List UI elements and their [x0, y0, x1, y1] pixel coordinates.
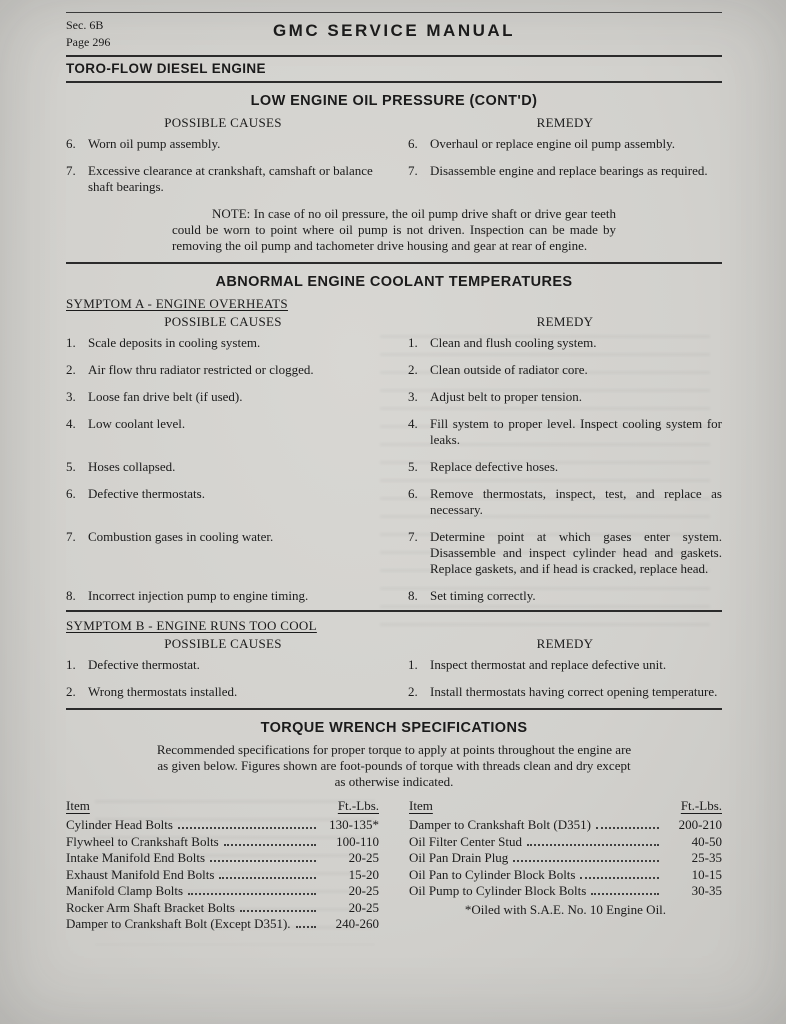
- torque-item-label: Exhaust Manifold End Bolts: [66, 866, 215, 882]
- page-number-label: Page 296: [66, 35, 111, 49]
- cause-text: Scale deposits in cooling system.: [88, 335, 261, 350]
- torque-value: 100-110: [336, 833, 379, 849]
- cause-cell: [66, 529, 380, 577]
- cause-number: 4.: [66, 416, 76, 431]
- cause-cell: [66, 416, 380, 448]
- cause-text: Worn oil pump assembly.: [88, 136, 221, 151]
- item-header: Item: [66, 798, 90, 813]
- torque-value: 25-35: [691, 850, 722, 865]
- remedy-number: 3.: [408, 389, 418, 404]
- torque-row: [66, 834, 379, 851]
- dot-leader: [210, 860, 316, 862]
- cause-number: 7.: [66, 163, 76, 178]
- cause-cell: [66, 588, 380, 604]
- cause-text: Low coolant level.: [88, 416, 186, 431]
- ftlbs-header: Ft.-Lbs.: [337, 798, 379, 813]
- dot-leader: [580, 877, 659, 879]
- torque-row: [409, 850, 722, 867]
- cause-cell: [66, 684, 380, 700]
- dot-leader: [240, 910, 316, 912]
- remedy-text: Install thermostats having correct opening temperature.: [430, 684, 718, 699]
- torque-row: [409, 883, 722, 900]
- cause-number: 3.: [66, 389, 76, 404]
- torque-intro: Recommended specifications for proper torque to apply at points throughout the engine are as given below. Figures shown are foot-pounds of torque with threads clean and dry except as otherwise indicated.: [156, 742, 632, 789]
- remedy-header: REMEDY: [536, 314, 594, 329]
- remedy-cell: [408, 529, 722, 577]
- torque-row: [66, 817, 379, 834]
- cause-text: Hoses collapsed.: [88, 459, 176, 474]
- cause-remedy-row: [66, 459, 722, 475]
- cause-text: Air flow thru radiator restricted or clogged.: [88, 362, 314, 377]
- remedy-number: 8.: [408, 588, 418, 603]
- torque-value: 20-25: [348, 850, 379, 865]
- cause-remedy-row: [66, 389, 722, 405]
- ftlbs-header: Ft.-Lbs.: [680, 798, 722, 813]
- torque-value: 130-135*: [329, 817, 379, 832]
- section-torque-specs: [66, 720, 722, 933]
- torque-row: [66, 883, 379, 900]
- dot-leader: [513, 860, 659, 862]
- section-label: Sec. 6B: [66, 18, 104, 32]
- torque-item-label: Intake Manifold End Bolts: [66, 850, 206, 865]
- cause-cell: [66, 362, 380, 378]
- cause-cell: [66, 389, 380, 405]
- engine-title: TORO-FLOW DIESEL ENGINE: [66, 61, 266, 76]
- remedy-text: Inspect thermostat and replace defective unit.: [430, 657, 667, 672]
- cause-remedy-row: [66, 163, 722, 195]
- torque-table-left: [66, 798, 379, 933]
- remedy-number: 2.: [408, 684, 418, 699]
- remedy-text: Replace defective hoses.: [430, 459, 559, 474]
- cause-text: Incorrect injection pump to engine timing.: [88, 588, 309, 603]
- torque-item-label: Oil Pan Drain Plug: [409, 850, 509, 865]
- item-header: Item: [409, 798, 433, 813]
- remedy-text: Set timing correctly.: [430, 588, 536, 603]
- cause-remedy-row: [66, 416, 722, 448]
- torque-footnote: *Oiled with S.A.E. No. 10 Engine Oil.: [464, 901, 667, 917]
- torque-row: [409, 834, 722, 851]
- torque-row: [66, 850, 379, 867]
- torque-table-right-header: [409, 798, 722, 814]
- remedy-cell: [408, 163, 722, 195]
- cause-number: 1.: [66, 335, 76, 350]
- remedy-text: Clean outside of radiator core.: [430, 362, 588, 377]
- torque-table-left-header: [66, 798, 379, 814]
- remedy-number: 7.: [408, 163, 418, 178]
- dot-leader: [178, 827, 316, 829]
- symptom-b-heading: SYMPTOM B - ENGINE RUNS TOO COOL: [66, 618, 317, 633]
- remedy-cell: [408, 416, 722, 448]
- remedy-text: Overhaul or replace engine oil pump assembly.: [430, 136, 675, 151]
- torque-item-label: Damper to Crankshaft Bolt (Except D351).: [66, 916, 291, 931]
- remedy-number: 4.: [408, 416, 418, 431]
- dot-leader: [219, 877, 316, 879]
- torque-table-right: [409, 798, 722, 933]
- remedy-text: Disassemble engine and replace bearings as required.: [430, 163, 708, 178]
- cause-remedy-row: [66, 529, 722, 577]
- oil-pressure-title: LOW ENGINE OIL PRESSURE (CONT'D): [250, 93, 538, 109]
- header-rule: [66, 55, 722, 57]
- cause-remedy-row: [66, 588, 722, 604]
- symptom-a-column-headers: [66, 314, 722, 330]
- torque-item-label: Cylinder Head Bolts: [66, 817, 173, 832]
- torque-value: 240-260: [335, 916, 379, 931]
- remedy-text: Remove thermostats, inspect, test, and replace as necessary.: [430, 486, 722, 517]
- cause-number: 2.: [66, 684, 76, 699]
- cause-text: Wrong thermostats installed.: [88, 684, 238, 699]
- torque-value: 200-210: [678, 817, 722, 832]
- cause-remedy-row: [66, 136, 722, 152]
- dot-leader: [527, 844, 659, 846]
- remedy-cell: [408, 389, 722, 405]
- torque-item-label: Flywheel to Crankshaft Bolts: [66, 833, 219, 849]
- remedy-cell: [408, 362, 722, 378]
- torque-row: [409, 867, 722, 884]
- dot-leader: [596, 827, 659, 829]
- page-header: [66, 17, 722, 55]
- torque-value: 15-20: [348, 866, 379, 882]
- remedy-text: Adjust belt to proper tension.: [430, 389, 583, 404]
- remedy-number: 2.: [408, 362, 418, 377]
- dot-leader: [224, 844, 316, 846]
- torque-item-label: Oil Pump to Cylinder Block Bolts: [409, 883, 587, 898]
- torque-row: [66, 916, 379, 933]
- remedy-header: REMEDY: [536, 115, 594, 130]
- remedy-number: 5.: [408, 459, 418, 474]
- remedy-cell: [408, 684, 722, 700]
- torque-row: [66, 867, 379, 884]
- torque-value: 20-25: [348, 883, 379, 898]
- cause-remedy-row: [66, 335, 722, 351]
- torque-item-label: Damper to Crankshaft Bolt (D351): [409, 817, 591, 832]
- oil-pressure-note: NOTE: In case of no oil pressure, the oil pump drive shaft or drive gear teeth could be worn to point where oil pump is not driven. Inspection can be made by removing the oil pump and tachometer drive housing and gear at rear of engine.: [172, 206, 616, 253]
- manual-title: GMC SERVICE MANUAL: [272, 21, 516, 40]
- remedy-cell: [408, 588, 722, 604]
- section-oil-pressure: [66, 93, 722, 254]
- remedy-number: 6.: [408, 486, 418, 501]
- remedy-cell: [408, 136, 722, 152]
- cause-number: 5.: [66, 459, 76, 474]
- possible-causes-header: POSSIBLE CAUSES: [164, 314, 282, 329]
- remedy-text: Fill system to proper level. Inspect cooling system for leaks.: [430, 416, 722, 447]
- remedy-number: 6.: [408, 136, 418, 151]
- cause-number: 6.: [66, 486, 76, 501]
- cause-number: 8.: [66, 588, 76, 603]
- dot-leader: [296, 926, 316, 928]
- remedy-number: 1.: [408, 335, 418, 350]
- remedy-cell: [408, 657, 722, 673]
- torque-row: [66, 900, 379, 917]
- cause-cell: [66, 486, 380, 518]
- cause-text: Excessive clearance at crankshaft, camshaft or balance shaft bearings.: [88, 163, 373, 194]
- coolant-title: ABNORMAL ENGINE COOLANT TEMPERATURES: [215, 274, 573, 290]
- torque-value: 40-50: [691, 833, 722, 849]
- section-coolant-temperatures: [66, 274, 722, 700]
- torque-value: 20-25: [348, 899, 379, 915]
- torque-value: 30-35: [691, 883, 722, 898]
- cause-cell: [66, 136, 380, 152]
- symptom-a-heading: SYMPTOM A - ENGINE OVERHEATS: [66, 296, 288, 311]
- cause-remedy-row: [66, 362, 722, 378]
- section-divider-rule: [66, 262, 722, 264]
- remedy-number: 7.: [408, 529, 418, 544]
- remedy-number: 1.: [408, 657, 418, 672]
- remedy-cell: [408, 486, 722, 518]
- torque-item-label: Rocker Arm Shaft Bracket Bolts: [66, 899, 235, 915]
- top-rule: [66, 12, 722, 13]
- torque-item-label: Oil Filter Center Stud: [409, 833, 523, 849]
- remedy-text: Determine point at which gases enter system. Disassemble and inspect cylinder head and gaskets. Replace gaskets, and if head is cracked, replace head.: [430, 529, 722, 576]
- dot-leader: [188, 893, 316, 895]
- remedy-cell: [408, 459, 722, 475]
- oil-pressure-column-headers: [66, 115, 722, 131]
- torque-item-label: Manifold Clamp Bolts: [66, 883, 183, 898]
- cause-number: 2.: [66, 362, 76, 377]
- possible-causes-header: POSSIBLE CAUSES: [164, 636, 282, 651]
- cause-cell: [66, 163, 380, 195]
- remedy-header: REMEDY: [536, 636, 594, 651]
- torque-table: [66, 798, 722, 933]
- cause-text: Loose fan drive belt (if used).: [88, 389, 243, 404]
- cause-number: 6.: [66, 136, 76, 151]
- cause-remedy-row: [66, 486, 722, 518]
- dot-leader: [591, 893, 659, 895]
- torque-item-label: Oil Pan to Cylinder Block Bolts: [409, 866, 576, 882]
- cause-text: Defective thermostat.: [88, 657, 200, 672]
- cause-number: 7.: [66, 529, 76, 544]
- possible-causes-header: POSSIBLE CAUSES: [164, 115, 282, 130]
- remedy-text: Clean and flush cooling system.: [430, 335, 597, 350]
- cause-text: Defective thermostats.: [88, 486, 205, 501]
- torque-row: [409, 817, 722, 834]
- cause-remedy-row: [66, 684, 722, 700]
- cause-cell: [66, 657, 380, 673]
- cause-number: 1.: [66, 657, 76, 672]
- cause-text: Combustion gases in cooling water.: [88, 529, 274, 544]
- remedy-cell: [408, 335, 722, 351]
- cause-cell: [66, 335, 380, 351]
- section-divider-rule: [66, 708, 722, 710]
- engine-title-rule: [66, 81, 722, 83]
- symptom-divider-rule: [66, 610, 722, 612]
- cause-remedy-row: [66, 657, 722, 673]
- torque-title: TORQUE WRENCH SPECIFICATIONS: [260, 720, 528, 736]
- cause-cell: [66, 459, 380, 475]
- torque-value: 10-15: [691, 866, 722, 882]
- symptom-b-column-headers: [66, 636, 722, 652]
